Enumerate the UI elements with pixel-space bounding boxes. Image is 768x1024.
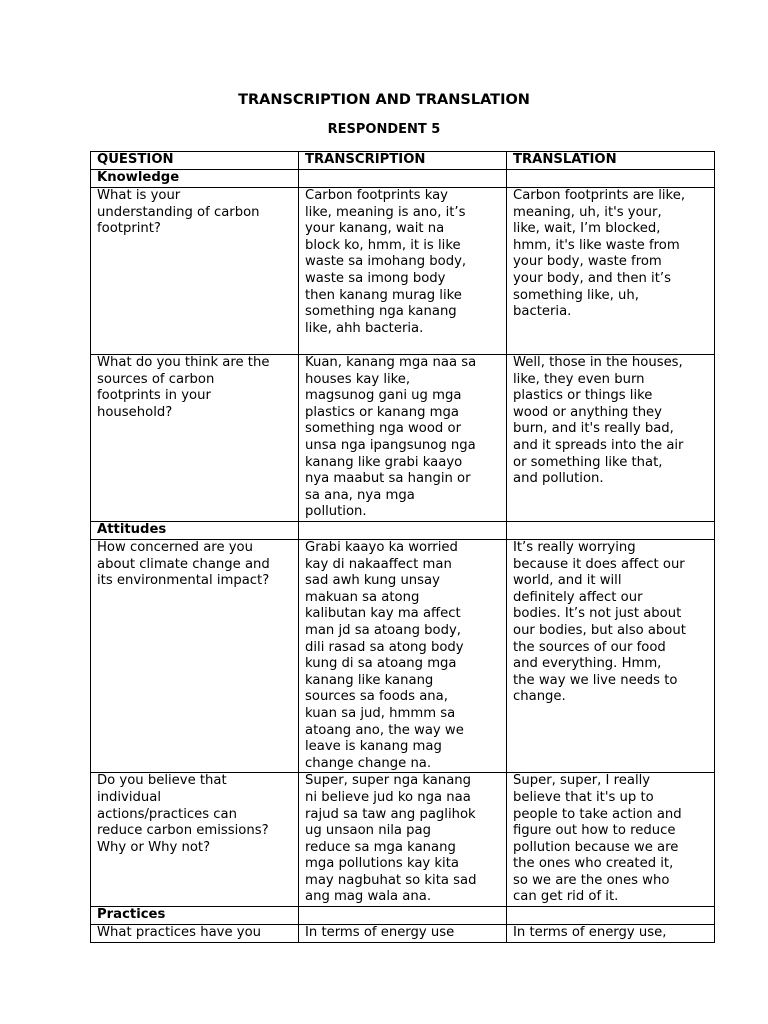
header-transcription: TRANSCRIPTION	[299, 152, 507, 170]
table-row	[91, 540, 715, 773]
section-row-attitudes	[91, 522, 715, 540]
header-question: QUESTION	[91, 152, 299, 170]
question-cell: What practices have you	[91, 925, 299, 943]
header-translation: TRANSLATION	[507, 152, 715, 170]
section-row-knowledge	[91, 170, 715, 188]
question-cell: Do you believe that individual actions/practices can reduce carbon emissions? Why or Why not?	[91, 773, 299, 907]
section-label: Practices	[91, 907, 299, 925]
translation-cell: Super, super, I really believe that it's up to people to take action and figure out how to reduce pollution because we are the ones who created it, so we are the ones who can get rid of it.	[507, 773, 715, 907]
transcription-cell: Super, super nga kanang ni believe jud ko nga naa rajud sa taw ang paglihok ug unsaon nila pag reduce sa mga kanang mga pollutions kay kita may nagbuhat so kita sad ang mag wala ana.	[299, 773, 507, 907]
section-label: Attitudes	[91, 522, 299, 540]
table-row	[91, 355, 715, 522]
table-header-row	[91, 152, 715, 170]
transcription-cell: Carbon footprints kay like, meaning is ano, it’s your kanang, wait na block ko, hmm, it is like waste sa imohang body, waste sa imong body then kanang murag like something nga kanang like, ahh bacteria.	[299, 188, 507, 355]
question-cell: What is your understanding of carbon footprint?	[91, 188, 299, 355]
table-row	[91, 773, 715, 907]
section-label: Knowledge	[91, 170, 299, 188]
table-row	[91, 925, 715, 943]
table-row	[91, 188, 715, 355]
translation-cell: Well, those in the houses, like, they even burn plastics or things like wood or anything they burn, and it's really bad, and it spreads into the air or something like that, and pollution.	[507, 355, 715, 522]
transcription-cell: Kuan, kanang mga naa sa houses kay like, magsunog gani ug mga plastics or kanang mga something nga wood or unsa nga ipangsunog nga kanang like grabi kaayo nya maabut sa hangin or sa ana, nya mga pollution.	[299, 355, 507, 522]
transcription-cell: Grabi kaayo ka worried kay di nakaaffect man sad awh kung unsay makuan sa atong kalibutan kay ma affect man jd sa atoang body, dili rasad sa atong body kung di sa atoang mga kanang like kanang sources sa foods ana, kuan sa jud, hmmm sa atoang ano, the way we leave is kanang mag change change na.	[299, 540, 507, 773]
document-title: TRANSCRIPTION AND TRANSLATION	[238, 92, 530, 108]
translation-cell: Carbon footprints are like, meaning, uh, it's your, like, wait, I’m blocked, hmm, it's like waste from your body, waste from your body, and then it’s something like, uh, bacteria.	[507, 188, 715, 355]
question-cell: What do you think are the sources of carbon footprints in your household?	[91, 355, 299, 522]
translation-cell: In terms of energy use,	[507, 925, 715, 943]
question-cell: How concerned are you about climate change and its environmental impact?	[91, 540, 299, 773]
translation-cell: It’s really worrying because it does affect our world, and it will definitely affect our bodies. It’s not just about our bodies, but also about the sources of our food and everything. Hmm, the way we live needs to change.	[507, 540, 715, 773]
transcription-cell: In terms of energy use	[299, 925, 507, 943]
section-row-practices	[91, 907, 715, 925]
interview-table	[90, 151, 715, 943]
respondent-label: RESPONDENT 5	[327, 122, 441, 137]
